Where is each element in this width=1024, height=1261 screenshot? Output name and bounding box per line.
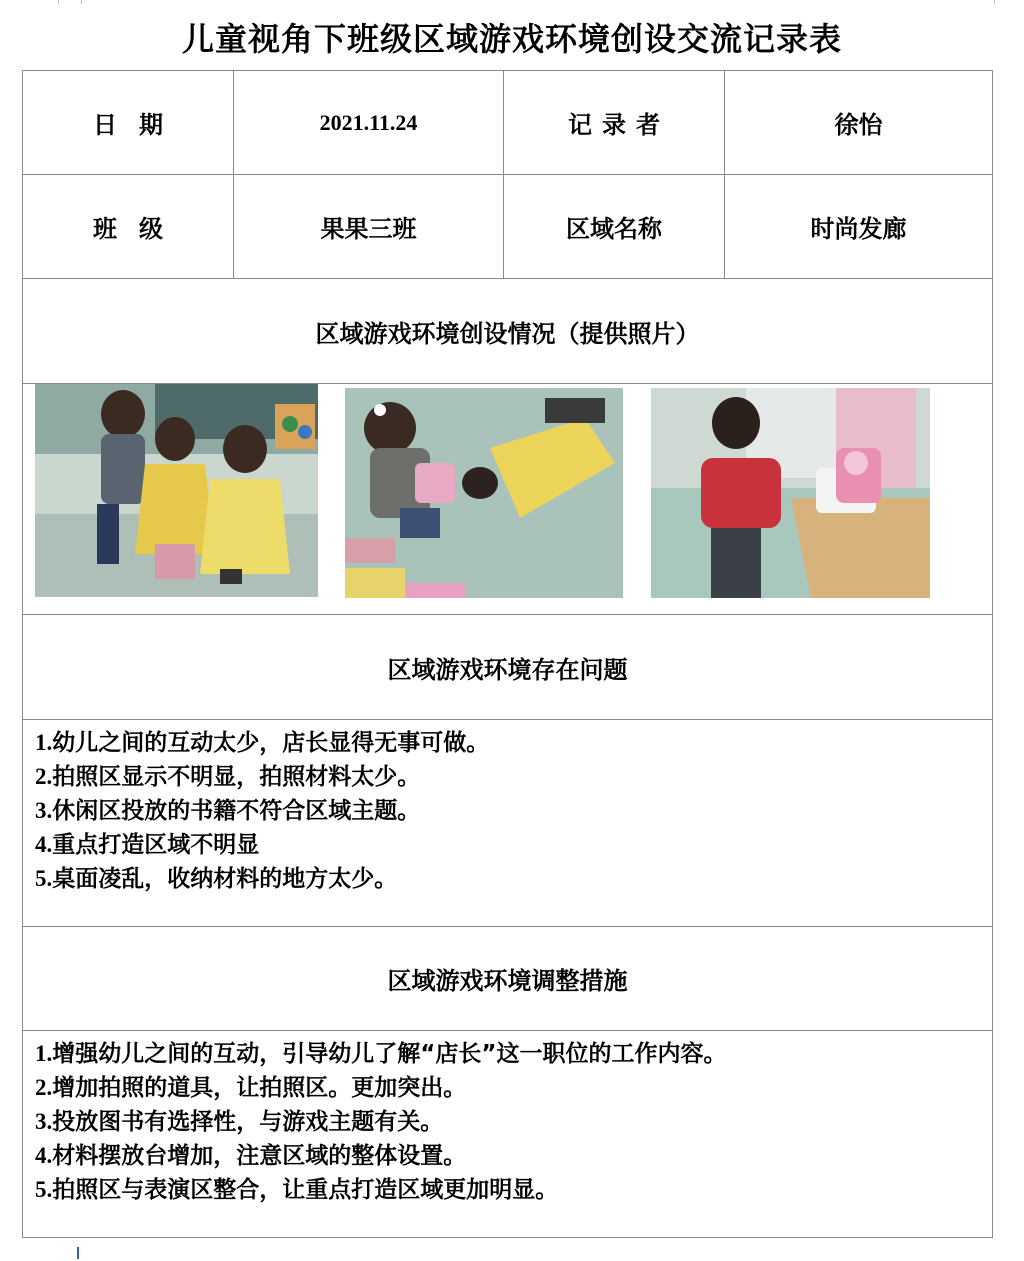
- recorder-value-cell: [725, 71, 993, 175]
- area-label: 区域名称: [566, 215, 662, 243]
- page-corner-mark-left: [58, 0, 82, 4]
- problem-item: 1.幼儿之间的互动太少，店长显得无事可做。: [35, 730, 490, 756]
- measures-heading: 区域游戏环境调整措施: [387, 967, 628, 995]
- problems-cell: [23, 720, 993, 927]
- class-value-cell: [234, 175, 504, 279]
- date-value: 2021.11.24: [319, 109, 418, 135]
- measures-row: [23, 1031, 993, 1238]
- recorder-label-cell: [504, 71, 725, 175]
- measure-item: 4.材料摆放台增加，注意区域的整体设置。: [35, 1143, 467, 1169]
- problem-item: 4.重点打造区域不明显: [35, 832, 260, 858]
- date-label-cell: [23, 71, 234, 175]
- photos-cell: [23, 384, 993, 615]
- photo-children-hair-play-icon: [345, 388, 623, 598]
- photo-children-dressup-icon: [35, 384, 318, 597]
- area-value-cell: [725, 175, 993, 279]
- area-label-cell: [504, 175, 725, 279]
- measure-item: 2.增加拍照的道具，让拍照区。更加突出。: [35, 1075, 467, 1101]
- problems-heading-row: [23, 615, 993, 720]
- area-value: 时尚发廊: [810, 215, 907, 243]
- photo-boy-at-counter-icon: [651, 388, 930, 598]
- measures-list: [23, 1031, 992, 1207]
- problems-heading: 区域游戏环境存在问题: [387, 655, 628, 684]
- photo-boy-at-counter: [651, 388, 930, 598]
- class-label-cell: [23, 175, 234, 279]
- document-title: 儿童视角下班级区域游戏环境创设交流记录表: [181, 20, 842, 58]
- photos-row: [23, 384, 993, 615]
- measures-cell: [23, 1031, 993, 1238]
- class-label: 班级: [93, 215, 185, 243]
- problems-row: [23, 720, 993, 927]
- measure-item: 5.拍照区与表演区整合，让重点打造区域更加明显。: [35, 1177, 559, 1203]
- date-row: [23, 71, 993, 175]
- problem-item: 3.休闲区投放的书籍不符合区域主题。: [35, 798, 421, 824]
- measures-heading-cell: [23, 927, 993, 1031]
- setup-heading: 区域游戏环境创设情况（提供照片）: [315, 319, 700, 348]
- page-corner-mark-right: [994, 0, 1024, 4]
- record-table: [22, 70, 993, 1238]
- class-row: [23, 175, 993, 279]
- date-value-cell: [234, 71, 504, 175]
- setup-heading-row: [23, 279, 993, 384]
- photo-children-dressup: [35, 384, 318, 597]
- measure-item: 3.投放图书有选择性，与游戏主题有关。: [35, 1109, 444, 1135]
- problem-item: 2.拍照区显示不明显，拍照材料太少。: [35, 764, 421, 790]
- text-cursor: [77, 1247, 79, 1259]
- problem-item: 5.桌面凌乱，收纳材料的地方太少。: [35, 866, 398, 892]
- recorder-label: 记录者: [568, 111, 670, 139]
- problems-list: [23, 720, 992, 896]
- photo-children-hair-play: [345, 388, 623, 598]
- class-value: 果果三班: [320, 215, 417, 243]
- date-label: 日期: [93, 111, 185, 139]
- measures-heading-row: [23, 927, 993, 1031]
- measure-item: 1.增强幼儿之间的互动，引导幼儿了解“店长”这一职位的工作内容。: [35, 1041, 727, 1067]
- problems-heading-cell: [23, 615, 993, 720]
- setup-heading-cell: [23, 279, 993, 384]
- recorder-value: 徐怡: [834, 111, 883, 139]
